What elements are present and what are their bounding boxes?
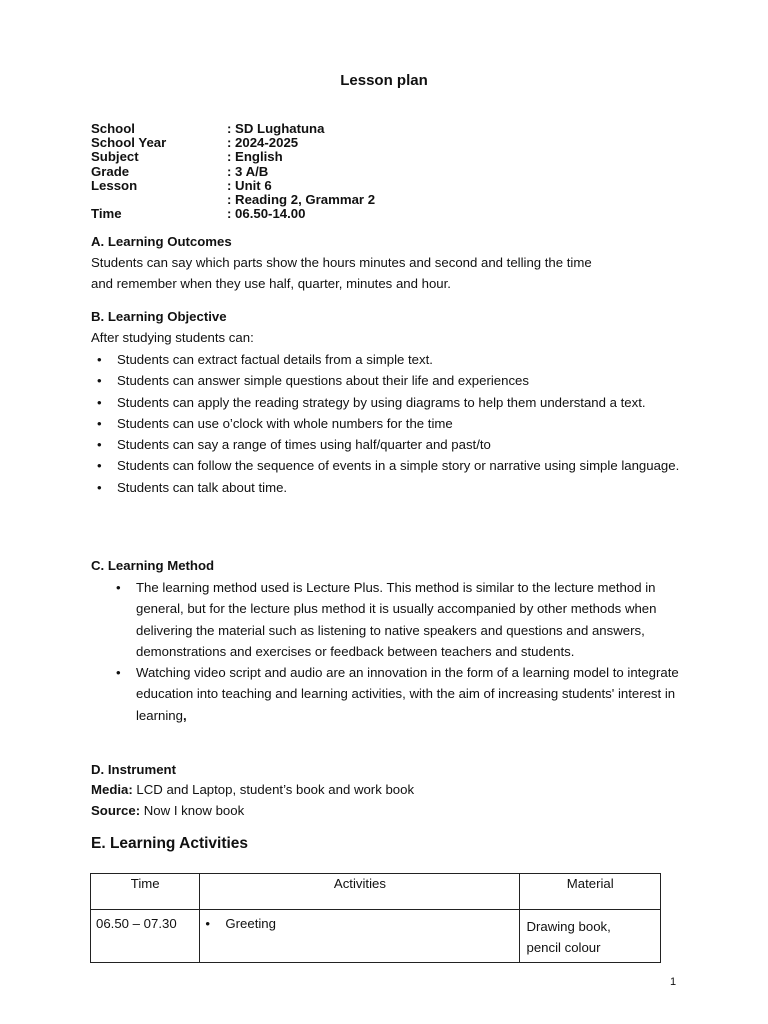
activity-text: Greeting <box>225 916 276 931</box>
objective-list <box>91 349 691 498</box>
info-row-time <box>91 207 375 221</box>
section-a-line: and remember when they use half, quarter, minutes and hour. <box>91 276 451 291</box>
source-line <box>91 803 244 818</box>
info-key: Subject <box>91 149 139 165</box>
info-key: School Year <box>91 135 167 151</box>
section-d-heading: D. Instrument <box>91 762 176 777</box>
list-item: • Students can talk about time. <box>91 477 691 498</box>
table-row <box>91 910 661 963</box>
page-number: 1 <box>670 976 677 988</box>
cell-time: 06.50 – 07.30 <box>91 910 200 963</box>
info-value: : SD Lughatuna <box>227 121 325 136</box>
info-row-lesson-detail <box>91 193 375 207</box>
list-item: • Students can use o’clock with whole numbers for the time <box>91 413 691 434</box>
media-line <box>91 782 414 797</box>
section-c-title: . Learning Method <box>100 558 215 573</box>
info-key <box>91 193 227 207</box>
header-material: Material <box>520 874 661 910</box>
header-activities: Activities <box>200 874 520 910</box>
info-row-school-year <box>91 136 375 150</box>
header-time: Time <box>91 874 200 910</box>
list-item: • Students can say a range of times using half/quarter and past/to <box>91 434 691 455</box>
trailing-comma: , <box>182 707 187 723</box>
source-label: Source: <box>91 803 141 818</box>
activities-table <box>90 873 661 963</box>
list-item-text: Watching video script and audio are an innovation in the form of a learning model to integrate education into teaching and learning activities, with the aim of increasing students' interest in learning <box>136 665 679 723</box>
section-e-heading: E. Learning Activities <box>91 835 249 852</box>
info-row-lesson <box>91 179 375 193</box>
info-value: : English <box>227 149 283 165</box>
section-b-heading: B. Learning Objective <box>91 309 227 324</box>
section-c-heading <box>91 558 214 573</box>
page-title: Lesson plan <box>340 72 428 89</box>
info-row-subject <box>91 150 375 164</box>
info-value: : Unit 6 <box>227 177 272 193</box>
method-list <box>110 577 686 726</box>
section-c-letter: C <box>91 558 101 573</box>
source-value: Now I know book <box>140 803 245 818</box>
list-item: • Students can apply the reading strategy by using diagrams to help them understand a text. <box>91 392 691 413</box>
material-line: Drawing book, <box>526 919 611 934</box>
info-value: : 06.50-14.00 <box>227 206 306 222</box>
bullet-icon: • <box>205 916 210 931</box>
list-item: • Students can extract factual details from a simple text. <box>91 349 691 370</box>
info-row-grade <box>91 165 375 179</box>
list-item: • Students can answer simple questions about their life and experiences <box>91 370 691 391</box>
section-a-text <box>91 252 691 294</box>
info-value: : 3 A/B <box>227 163 269 179</box>
list-item: • The learning method used is Lecture Plus. This method is similar to the lecture method in general, but for the lecture plus method it is usually accompanied by other methods when delivering the material such as listening to native speakers and questions and answers, demonstrations and exercises or feedback between teachers and students. <box>110 577 686 662</box>
cell-activity <box>200 910 520 963</box>
info-row-school <box>91 122 375 136</box>
media-value: LCD and Laptop, student’s book and work book <box>132 782 415 797</box>
table-header-row <box>91 874 661 910</box>
material-line: pencil colour <box>526 940 601 955</box>
section-a-heading: A. Learning Outcomes <box>91 234 232 249</box>
section-b-intro: After studying students can: <box>91 330 254 345</box>
section-a-line: Students can say which parts show the hours minutes and second and telling the time <box>91 255 592 270</box>
info-value: : Reading 2, Grammar 2 <box>227 192 376 208</box>
cell-material <box>520 910 661 963</box>
media-label: Media: <box>91 782 133 797</box>
info-key: Time <box>91 206 122 222</box>
info-key: School <box>91 121 135 136</box>
info-key: Lesson <box>91 177 138 193</box>
list-item <box>110 662 686 726</box>
info-key: Grade <box>91 163 130 179</box>
list-item: • Students can follow the sequence of events in a simple story or narrative using simple language. <box>91 455 691 476</box>
info-value: : 2024-2025 <box>227 135 299 151</box>
lesson-info-block <box>91 122 375 221</box>
